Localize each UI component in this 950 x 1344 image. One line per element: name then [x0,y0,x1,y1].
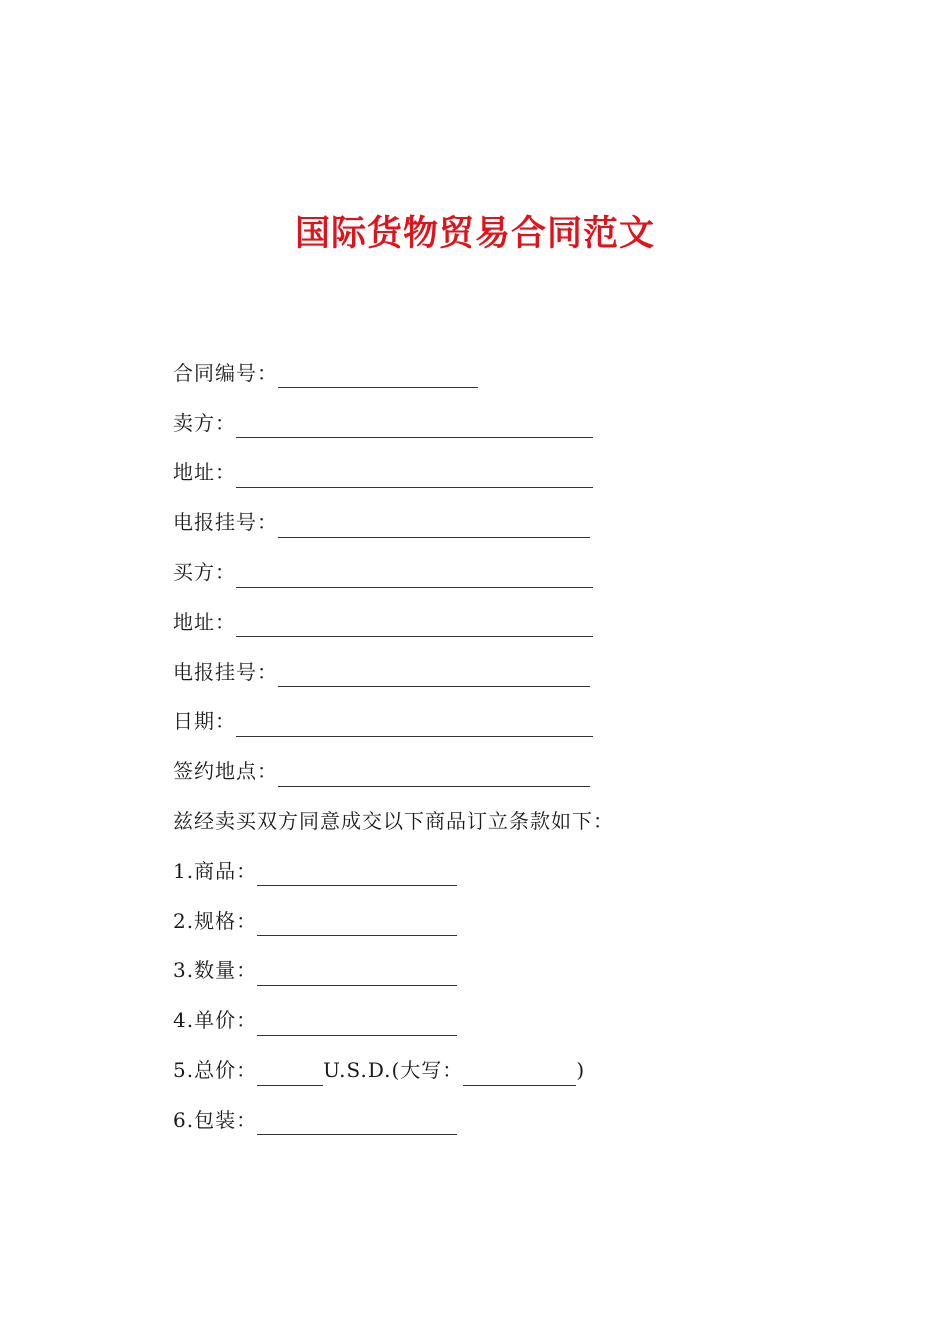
seller-blank[interactable] [236,415,593,438]
contract-fields [173,348,873,1145]
contract-number-row [173,348,873,398]
intro-text: 兹经卖买双方同意成交以下商品订立条款如下： [173,809,614,834]
seller-address-label: 地址： [173,460,236,485]
contract-number-label: 合同编号： [173,360,278,385]
total-price-blank[interactable] [257,1063,323,1086]
unit-price-row [173,995,873,1045]
spec-label: 2.规格： [173,908,258,933]
buyer-blank[interactable] [236,565,593,588]
buyer-label: 买方： [173,560,236,585]
total-price-row [173,1045,873,1095]
buyer-cable-row [173,647,873,697]
spec-blank[interactable] [257,913,457,936]
contract-number-blank[interactable] [278,365,478,388]
seller-cable-row [173,497,873,547]
signing-place-row [173,746,873,796]
quantity-row [173,946,873,996]
seller-row [173,398,873,448]
unit-price-label: 4.单价： [173,1008,258,1033]
date-label: 日期： [173,709,236,734]
buyer-cable-blank[interactable] [278,664,590,687]
quantity-label: 3.数量： [173,958,258,983]
document-title: 国际货物贸易合同范文 [294,213,655,254]
total-currency-text: U.S.D.(大写： [323,1058,464,1083]
seller-label: 卖方： [173,410,236,435]
seller-address-row [173,448,873,498]
date-row [173,697,873,747]
total-capital-blank[interactable] [463,1063,576,1086]
packing-row [173,1095,873,1145]
signing-place-blank[interactable] [278,764,590,787]
buyer-address-blank[interactable] [236,614,593,637]
unit-price-blank[interactable] [257,1013,457,1036]
buyer-address-row [173,597,873,647]
goods-blank[interactable] [257,863,457,886]
seller-cable-label: 电报挂号： [173,510,278,535]
packing-label: 6.包装： [173,1107,258,1132]
seller-cable-blank[interactable] [278,515,590,538]
goods-label: 1.商品： [173,858,258,883]
total-close-paren: ) [576,1058,586,1083]
intro-row [173,796,873,846]
buyer-address-label: 地址： [173,609,236,634]
quantity-blank[interactable] [257,963,457,986]
signing-place-label: 签约地点： [173,759,278,784]
date-blank[interactable] [236,714,593,737]
seller-address-blank[interactable] [236,465,593,488]
goods-row [173,846,873,896]
spec-row [173,896,873,946]
total-price-label: 5.总价： [173,1058,258,1083]
packing-blank[interactable] [257,1112,457,1135]
buyer-row [173,547,873,597]
buyer-cable-label: 电报挂号： [173,659,278,684]
